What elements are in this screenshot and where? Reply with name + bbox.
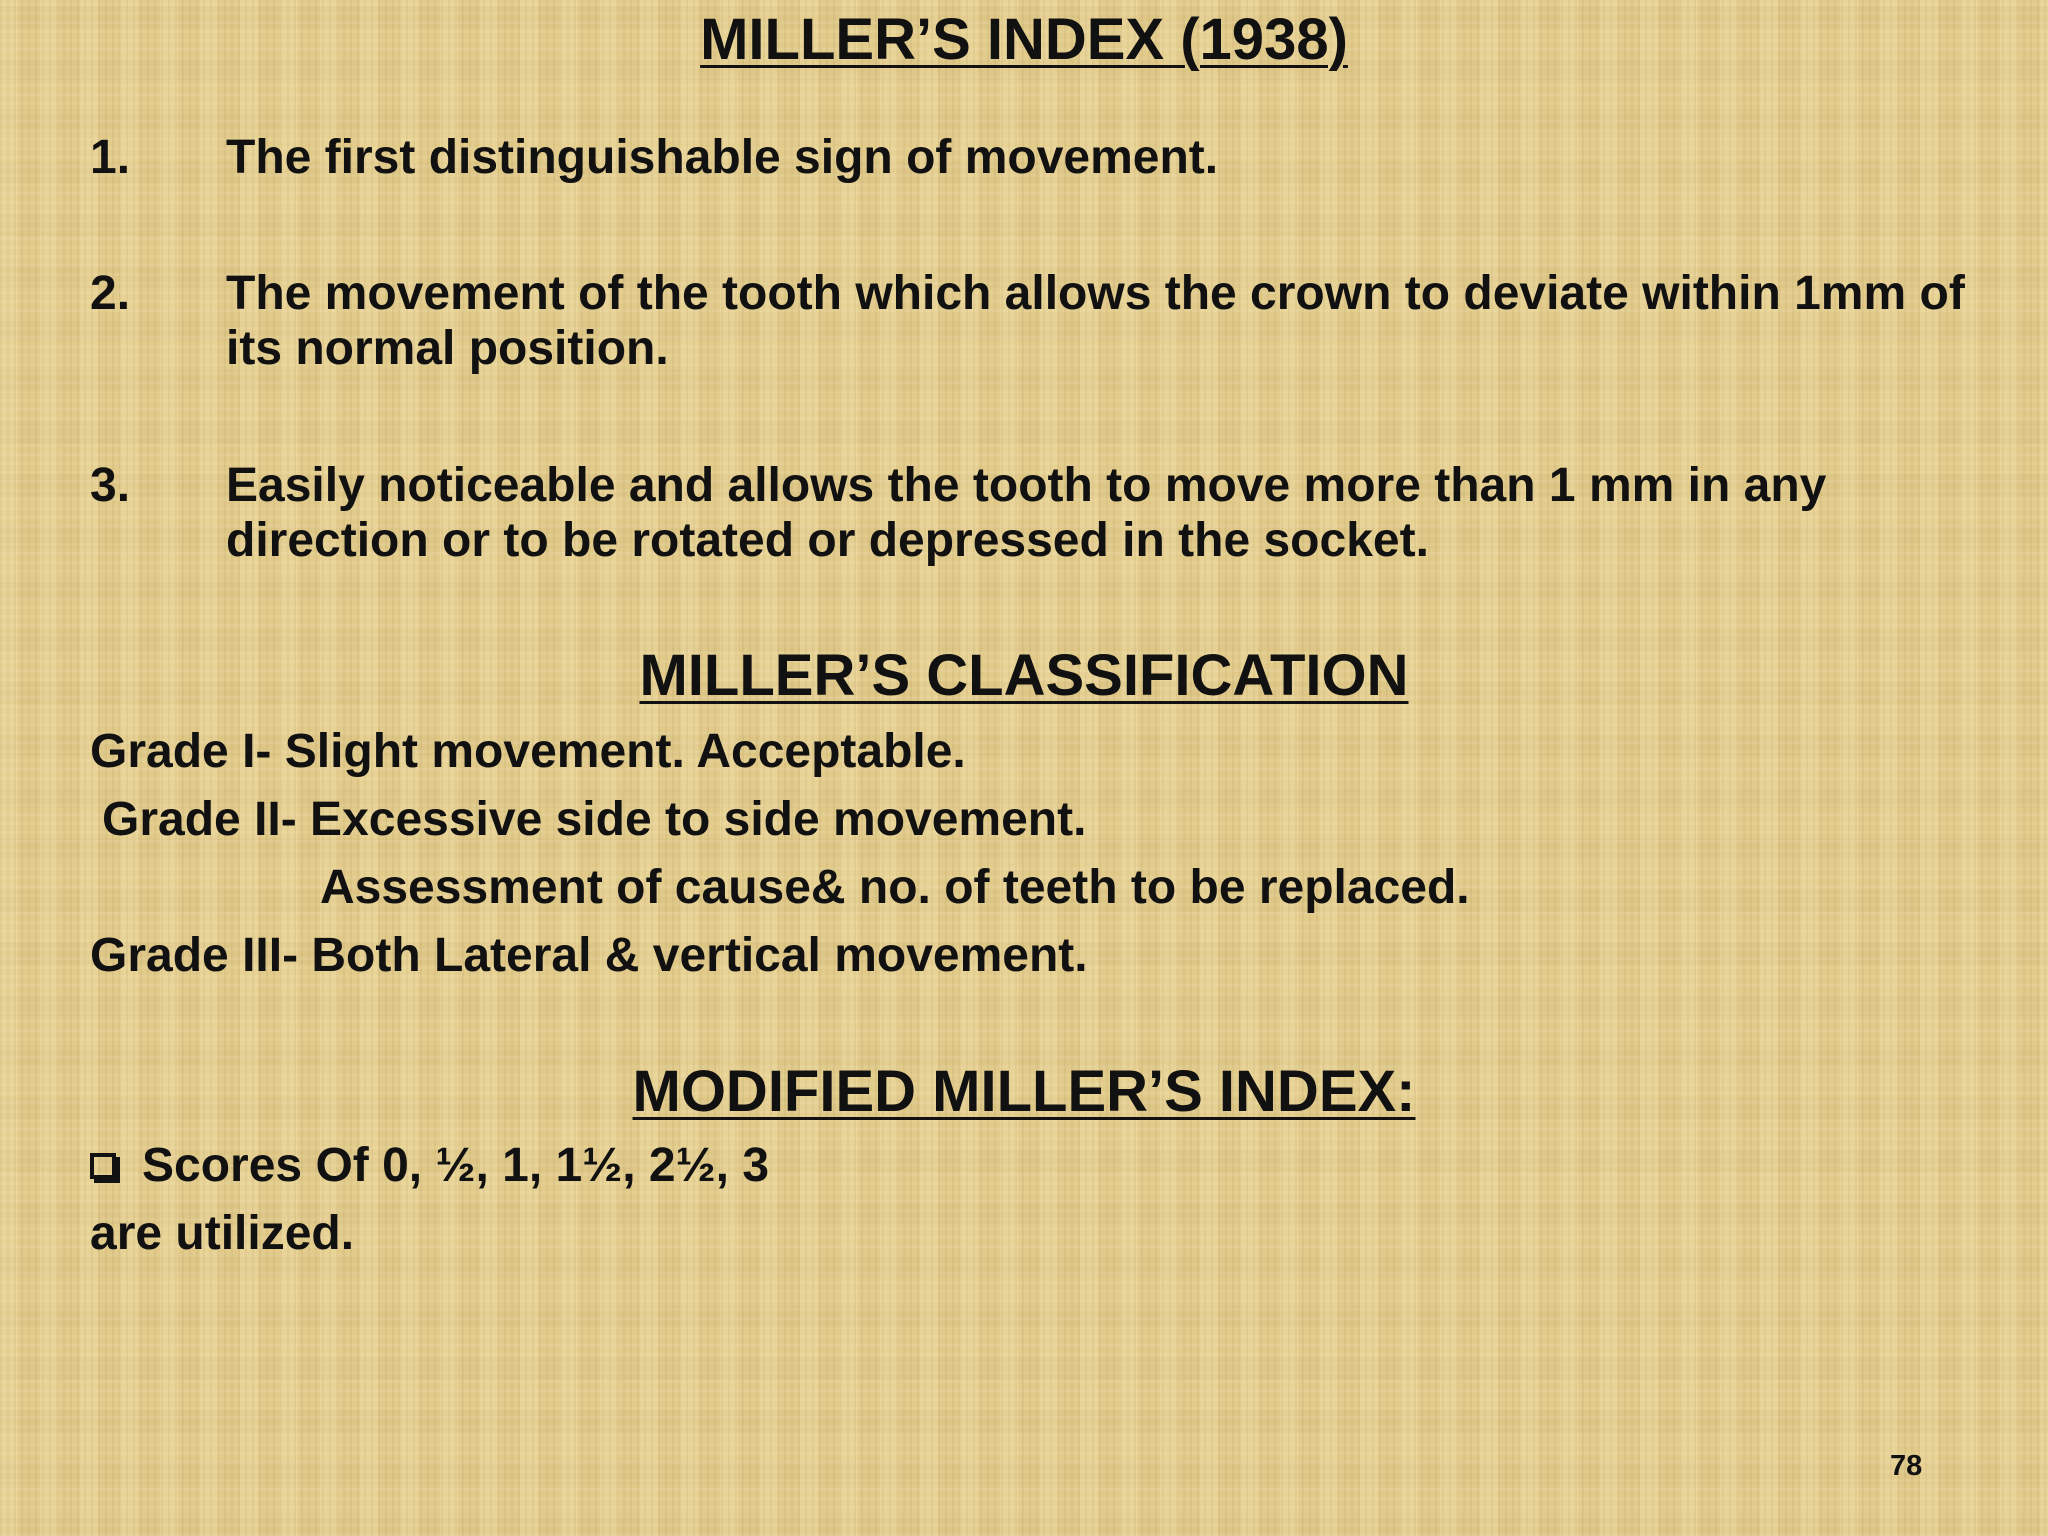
scores-bullet xyxy=(90,1138,769,1194)
item-number: 3. xyxy=(90,459,131,512)
heading-millers-classification: MILLER’S CLASSIFICATION xyxy=(639,643,1409,708)
heading-modified-millers-index: MODIFIED MILLER’S INDEX: xyxy=(632,1059,1416,1124)
item-number: 1. xyxy=(90,131,131,184)
item-text: The first distinguishable sign of movement. xyxy=(226,131,1219,184)
page-number: 78 xyxy=(1890,1450,1923,1482)
heading-millers-index: MILLER’S INDEX (1938) xyxy=(700,7,1348,72)
checkbox-icon xyxy=(90,1153,116,1179)
item-text: Easily noticeable and allows the tooth to move more than 1 mm in any direction or to be rotated or depressed in the socket. xyxy=(226,459,1827,567)
grade-3: Grade III- Both Lateral & vertical movement. xyxy=(90,929,1088,982)
grade-2-note: Assessment of cause& no. of teeth to be replaced. xyxy=(320,861,1470,914)
scores-text: Scores Of 0, ½, 1, 1½, 2½, 3 xyxy=(142,1139,770,1192)
grade-1: Grade I- Slight movement. Acceptable. xyxy=(90,725,966,778)
scores-continuation: are utilized. xyxy=(90,1207,355,1260)
item-number: 2. xyxy=(90,267,131,320)
grade-2: Grade II- Excessive side to side movement. xyxy=(102,793,1087,846)
item-text: The movement of the tooth which allows the crown to deviate within 1mm of its normal position. xyxy=(226,267,1965,375)
